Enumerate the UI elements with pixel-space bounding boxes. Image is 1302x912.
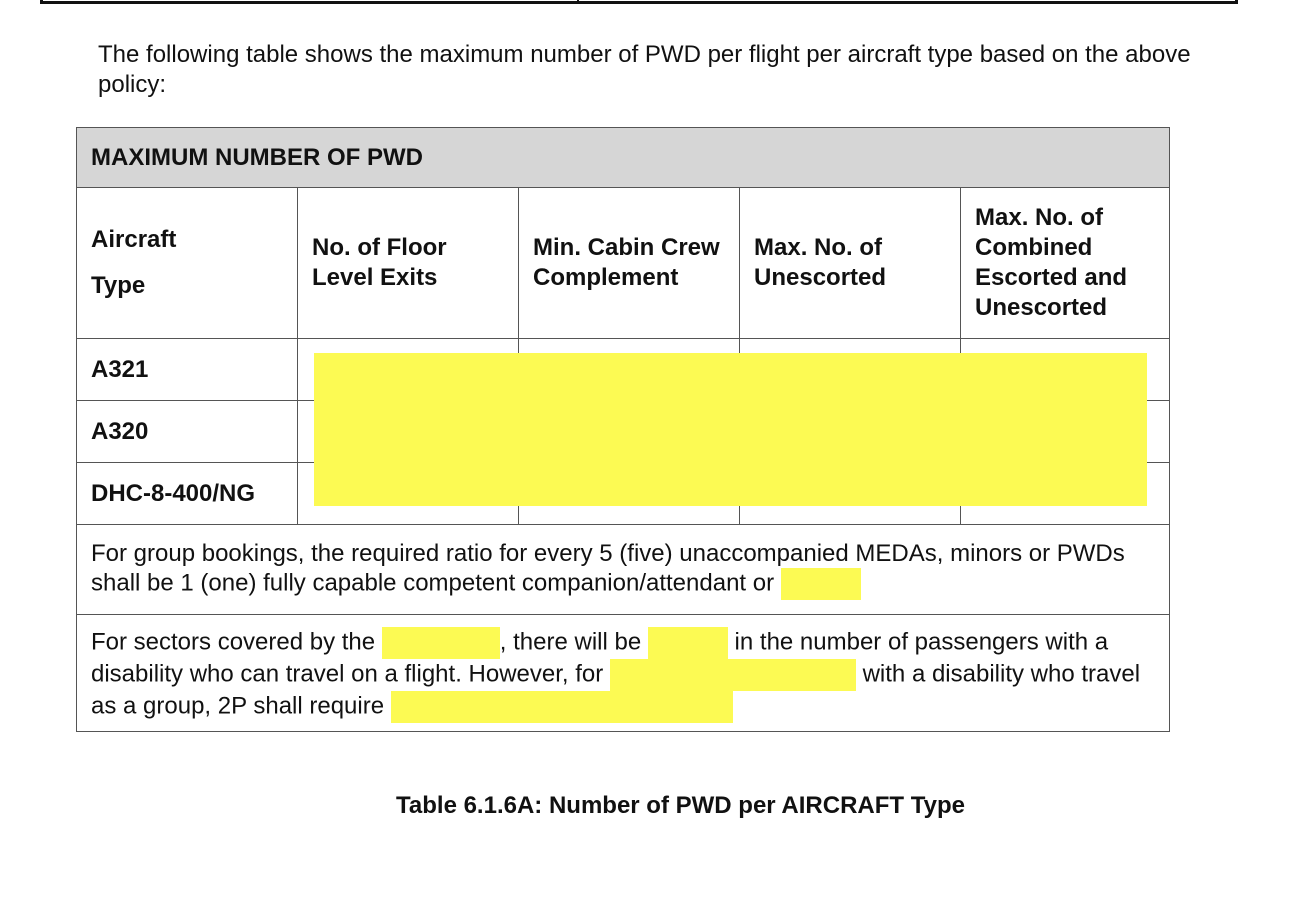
group-booking-note (77, 525, 1170, 615)
table-data-redaction (314, 353, 1147, 506)
header-row (77, 188, 1170, 339)
group-booking-note-text: For group bookings, the required ratio for every 5 (five) unaccompanied MEDAs, minors or PWDs shall be 1 (one) fully capable competent companion/attendant or (91, 540, 1125, 597)
redaction-block (610, 659, 856, 691)
header-aircraft-line2: Type (91, 272, 146, 299)
sector-note-part1: For sectors covered by the (91, 628, 376, 656)
header-min-crew: Min. Cabin Crew Complement (519, 188, 740, 339)
sector-note (77, 615, 1170, 732)
sector-note-part4: with a disability who travel as a group, 2P shall require (91, 660, 1141, 720)
redaction-block (781, 568, 861, 600)
aircraft-cell: DHC-8-400/NG (77, 463, 298, 525)
redaction-block (382, 627, 500, 659)
header-floor-exits: No. of Floor Level Exits (298, 188, 519, 339)
header-max-combined: Max. No. of Combined Escorted and Unescorted (961, 188, 1170, 339)
header-aircraft-type (77, 188, 298, 339)
aircraft-cell: A320 (77, 401, 298, 463)
intro-paragraph: The following table shows the maximum number of PWD per flight per aircraft type based on the above policy: (98, 41, 1191, 98)
previous-table-divider (577, 0, 579, 1)
header-aircraft-line1: Aircraft (91, 226, 177, 253)
table-title: MAXIMUM NUMBER OF PWD (77, 128, 1170, 188)
previous-table-edge (40, 0, 1238, 4)
sector-note-row (77, 615, 1170, 732)
header-max-unescorted: Max. No. of Unescorted (740, 188, 961, 339)
table-caption: Table 6.1.6A: Number of PWD per AIRCRAFT Type (396, 792, 965, 819)
sector-note-part2: , there will be (499, 628, 642, 656)
aircraft-cell: A321 (77, 339, 298, 401)
redaction-block (648, 627, 728, 659)
redaction-block (391, 691, 733, 723)
group-booking-note-row (77, 525, 1170, 615)
sector-note-part3: in the number of passengers with a disability who can travel on a flight. However, for (91, 628, 1109, 688)
